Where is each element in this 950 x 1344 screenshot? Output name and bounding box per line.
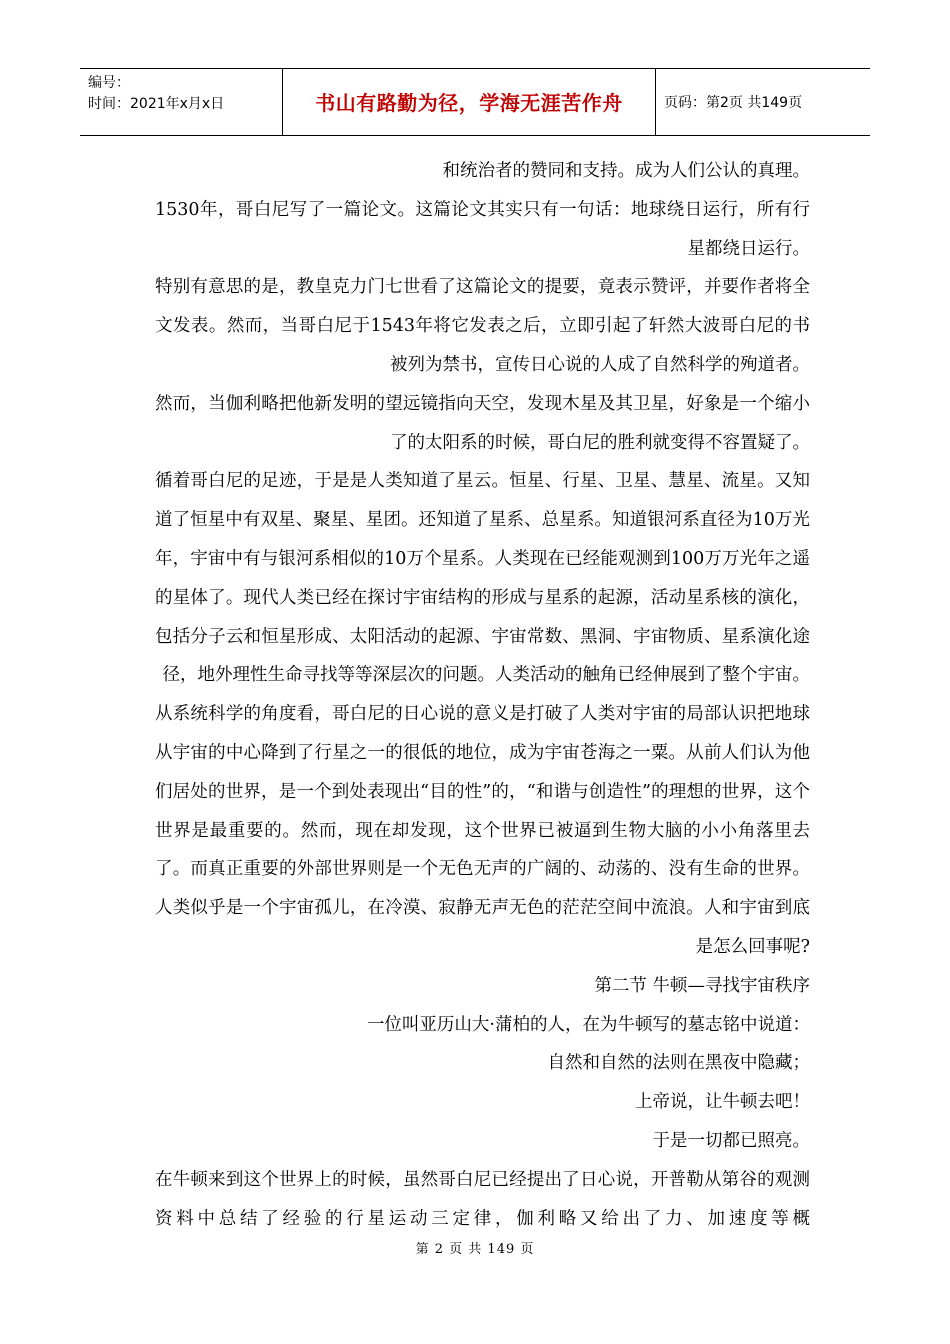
paragraph: 一位叫亚历山大·蒲柏的人，在为牛顿写的墓志铭中说道： (366, 1014, 810, 1035)
paragraph: 特别有意思的是，教皇克力门七世看了这篇论文的提要，竟表示赞评，并要作者将全文发表。然而，当哥白尼于1543年将它发表之后，立即引起了轩然大波哥白尼的书被列为禁书，宣传日心说的人成了自然科学的殉道者。 (155, 277, 810, 375)
paragraph: 循着哥白尼的足迹，于是是人类知道了星云。恒星、行星、卫星、慧星、流星。又知道了恒星中有双星、聚星、星团。还知道了星系、总星系。知道银河系直径为10万光年，宇宙中有与银河系相似的10万个星系。人类现在已经能观测到100万万光年之遥的星体了。现代人类已经在探讨宇宙结构的形成与星系的起源，活动星系核的演化，包括分子云和恒星形成、太阳活动的起源、宇宙常数、黑洞、宇宙物质、星系演化途径，地外理性生命寻找等等深层次的问题。人类活动的触角已经伸展到了整个宇宙。 (155, 471, 810, 686)
paragraph: 然而，当伽利略把他新发明的望远镜指向天空，发现木星及其卫星，好象是一个缩小了的太阳系的时候，哥白尼的胜利就变得不容置疑了。 (155, 393, 810, 453)
body-text (155, 152, 810, 1238)
time-label: 时间：2021年x月x日 (88, 96, 225, 112)
paragraph: 和统治者的赞同和支持。成为人们公认的真理。 (442, 161, 810, 181)
epitaph-line: 于是一切都已照亮。 (652, 1130, 810, 1151)
epitaph-line: 上帝说，让牛顿去吧！ (635, 1092, 810, 1113)
section-heading: 第二节 牛顿—寻找宇宙秩序 (594, 975, 810, 996)
header-meta-cell (80, 69, 283, 135)
page-footer: 第 2 页 共 149 页 (415, 1242, 535, 1257)
header-page-info: 页码：第2页 共149页 (664, 95, 803, 111)
number-label: 编号： (88, 75, 130, 91)
paragraph: 从系统科学的角度看，哥白尼的日心说的意义是打破了人类对宇宙的局部认识把地球从宇宙的中心降到了行星之一的很低的地位，成为宇宙苍海之一粟。从前人们认为他们居处的世界，是一个到处表现出“目的性”的，“和谐与创造性”的理想的世界，这个世界是最重要的。然而，现在却发现，这个世界已被逼到生物大脑的小小角落里去了。而真正重要的外部世界则是一个无色无声的广阔的、动荡的、没有生命的世界。人类似乎是一个宇宙孤儿，在冷漠、寂静无声无色的茫茫空间中流浪。人和宇宙到底是怎么回事呢? (155, 704, 810, 957)
header-table (80, 68, 870, 136)
header-motto: 书山有路勤为径，学海无涯苦作舟 (283, 69, 656, 135)
paragraph: 在牛顿来到这个世界上的时候，虽然哥白尼已经提出了日心说，开普勒从第谷的观测资料中总结了经验的行星运动三定律，伽利略又给出了力、加速度等概 (155, 1169, 810, 1229)
epitaph-line: 自然和自然的法则在黑夜中隐藏； (547, 1053, 810, 1074)
paragraph: 1530年，哥白尼写了一篇论文。这篇论文其实只有一句话：地球绕日运行，所有行星都绕日运行。 (155, 199, 810, 259)
